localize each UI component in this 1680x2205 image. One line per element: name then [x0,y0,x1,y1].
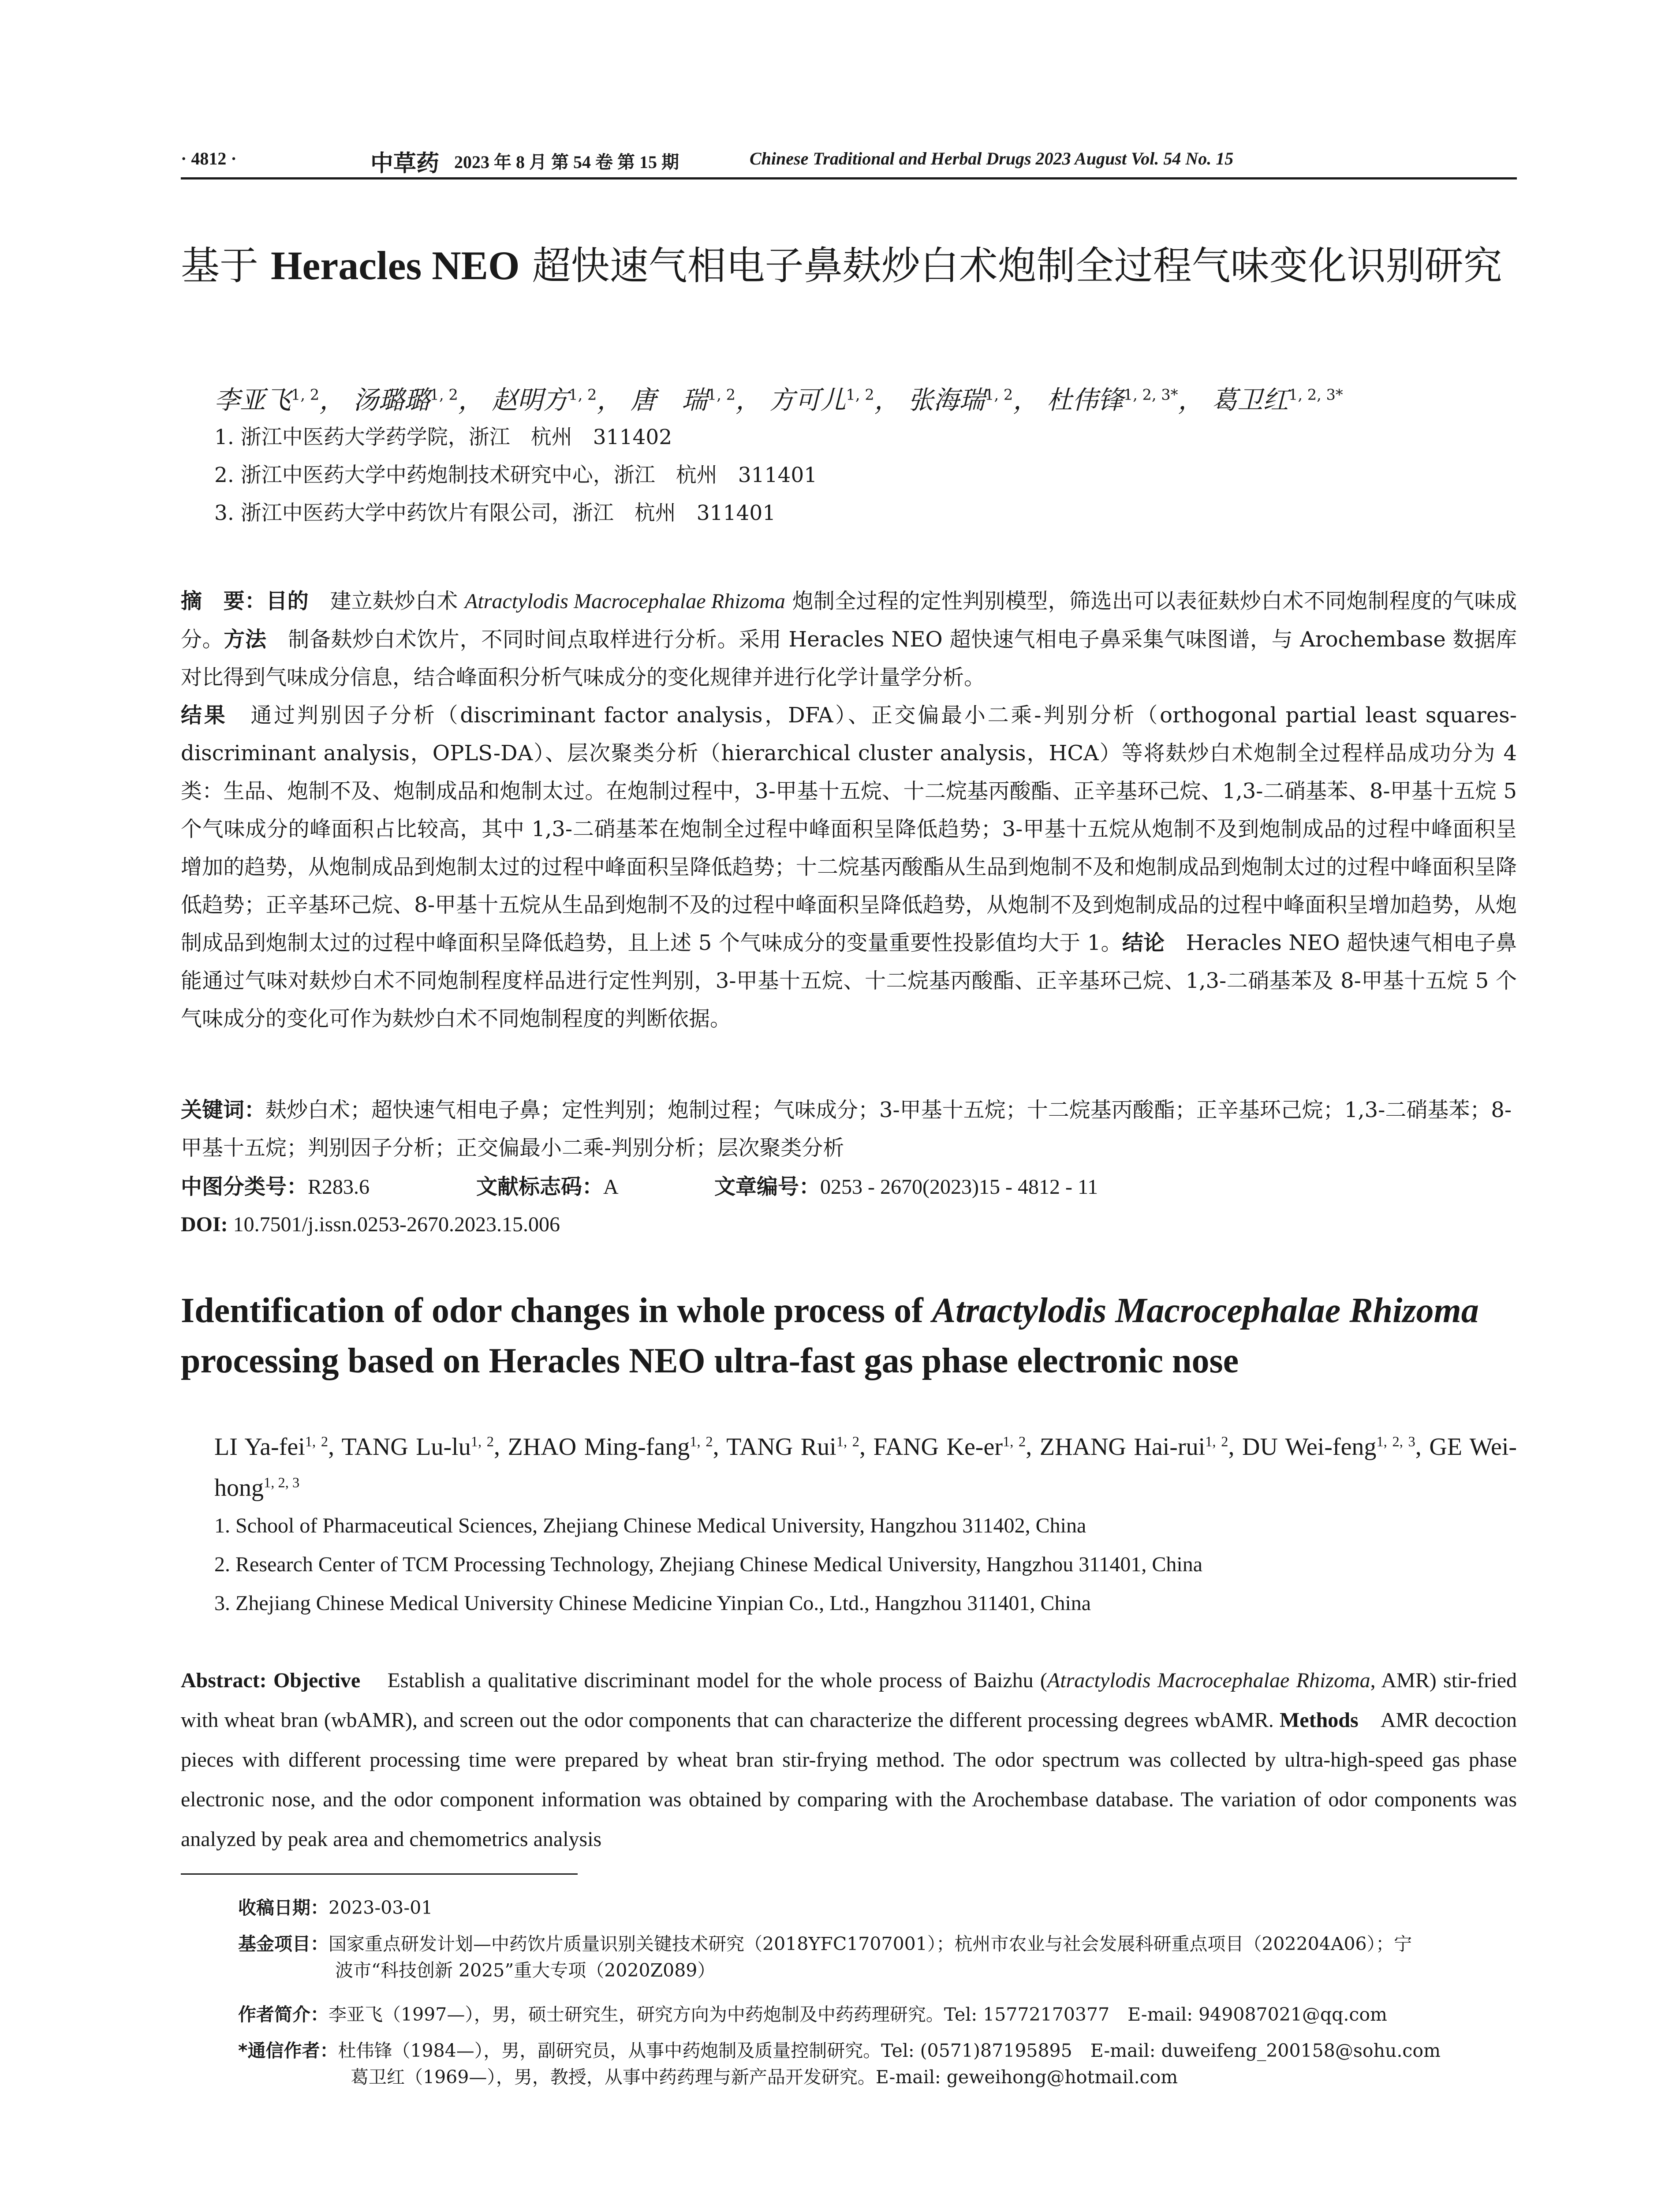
affiliation-en-2: 2. Research Center of TCM Processing Technology, Zhejiang Chinese Medical University, Hangzhou 311401, China [214,1553,1203,1576]
journal-name-cn: 中草药 [370,150,440,177]
author-en: TANG Lu-lu$^{1, 2}$ [341,1433,494,1461]
authors-en: LI Ya-fei$^{1, 2}$, TANG Lu-lu$^{1, 2}$, ZHAO Ming-fang$^{1, 2}$, TANG Rui$^{1, 2}$, FANG Ke-er$^{1, 2}$, ZHANG Hai-rui$^{1, 2}$, DU Wei-feng$^{1, 2, 3}$, GE Wei-hong$^{1, 2, 3}$ [214,1433,1517,1502]
title-cn-pre: 基于 [181,243,271,288]
title-cn-post: 超快速气相电子鼻麸炒白术炮制全过程气味变化识别研究 [519,243,1502,288]
conclusion-label-cn: 结论 [1122,931,1165,955]
author-en: ZHAO Ming-fang$^{1, 2}$ [508,1433,713,1461]
footnote-divider [181,1873,578,1875]
title-en: Identification of odor changes in whole process of Atractylodis Macrocephalae Rhizoma processing based on Heracles NEO ultra-fast gas phase electronic nose [181,1291,1479,1380]
author-cn: 李亚飞$^{1, 2}$ [214,385,320,415]
author-en: LI Ya-fei$^{1, 2}$ [214,1433,329,1461]
abstract-cn: 摘 要：目的 建立麸炒白术 Atractylodis Macrocephalae Rhizoma 炮制全过程的定性判别模型，筛选出可以表征麸炒白术不同炮制程度的气味成分。方法 制备麸炒白术饮片，不同时间点取样进行分析。采用 Heracles NEO 超快速气相电子鼻采集气味图谱，与 Arochembase 数据库对比得到气味成分信息，结合峰面积分析气味成分的变化规律并进行化学计量学分析。 结果 通过判别因子分析（discriminant factor analysis，DFA）、正交偏最小二乘-判别分析（orthogonal partial least squares-discriminant analysis，OPLS-DA）、层次聚类分析（hierarchical cluster analysis，HCA）等将麸炒白术炮制全过程样品成功分为 4 类：生品、炮制不及、炮制成品和炮制太过。在炮制过程中，3-甲基十五烷、十二烷基丙酸酯、正辛基环己烷、1,3-二硝基苯、8-甲基十五烷 5 个气味成分的峰面积占比较高，其中 1,3-二硝基苯在炮制全过程中峰面积呈降低趋势；3-甲基十五烷从炮制不及到炮制成品的过程中峰面积呈增加的趋势，从炮制成品到炮制太过的过程中峰面积呈降低趋势；十二烷基丙酸酯从生品到炮制不及和炮制成品到炮制太过的过程中峰面积呈降低趋势；正辛基环己烷、8-甲基十五烷从生品到炮制不及的过程中峰面积呈降低趋势，从炮制不及到炮制成品的过程中峰面积呈增加趋势，从炮制成品到炮制太过的过程中峰面积呈降低趋势，且上述 5 个气味成分的变量重要性投影值均大于 1。结论 Heracles NEO 超快速气相电子鼻能通过气味对麸炒白术不同炮制程度样品进行定性判别，3-甲基十五烷、十二烷基丙酸酯、正辛基环己烷、1,3-二硝基苯及 8-甲基十五烷 5 个气味成分的变化可作为麸炒白术不同炮制程度的判断依据。 [181,589,1517,1031]
author-cn: 赵明方$^{1, 2}$ [492,385,597,415]
objective-label-cn: 目的 [266,589,309,613]
journal-info-en: Chinese Traditional and Herbal Drugs 2023 August Vol. 54 No. 15 [750,149,1234,168]
author-cn: 唐 瑞$^{1, 2}$ [630,385,736,415]
results-label-cn: 结果 [181,703,228,728]
author-cn: 张海瑞$^{1, 2}$ [908,385,1013,415]
affiliation-cn-3: 3. 浙江中医药大学中药饮片有限公司，浙江 杭州 311401 [214,501,776,525]
author-cn: 葛卫红$^{1, 2, 3*}$ [1211,385,1343,415]
footnote-corresponding: *通信作者：杜伟锋（1984—），男，副研究员，从事中药炮制及质量控制研究。Tel: (0571)87195895 E-mail: duweifeng_200158@sohu.com 葛卫红（1969—），男，教授，从事中药药理与新产品开发研究。E-mail: geweihong@hotmail.com [238,2040,1441,2088]
methods-label-cn: 方法 [224,627,267,652]
running-header [181,142,1517,179]
doi: DOI: 10.7501/j.issn.0253-2670.2023.15.006 [181,1213,560,1236]
author-en: ZHANG Hai-rui$^{1, 2}$ [1039,1433,1228,1461]
journal-page [181,0,1517,2205]
classification: 中图分类号：R283.6 文献标志码：A 文章编号：0253 - 2670(2023)15 - 4812 - 11 [181,1174,1098,1199]
author-en: GE Wei-hong$^{1, 2, 3}$ [214,1433,1517,1502]
title-cn [181,238,1517,293]
issue-info-cn: 2023 年 8 月 第 54 卷 第 15 期 [454,152,679,172]
affiliation-en-3: 3. Zhejiang Chinese Medical University Chinese Medicine Yinpian Co., Ltd., Hangzhou 311401, China [214,1592,1091,1615]
abstract-cn-label: 摘 要： [181,589,266,613]
author-en: DU Wei-feng$^{1, 2, 3}$ [1242,1433,1415,1461]
page-number: · 4812 · [181,149,237,168]
author-cn: 方可儿$^{1, 2}$ [769,385,874,415]
affiliation-cn-2: 2. 浙江中医药大学中药炮制技术研究中心，浙江 杭州 311401 [214,463,818,487]
footnote-fund: 基金项目：国家重点研发计划—中药饮片质量识别关键技术研究（2018YFC1707001）；杭州市农业与社会发展科研重点项目（202204A06）；宁 波市“科技创新 2025”重大专项（2020Z089） [238,1933,1412,1981]
footnote-received: 收稿日期：2023-03-01 [238,1897,433,1918]
author-cn: 汤璐璐$^{1, 2}$ [353,385,458,415]
author-cn: 杜伟锋$^{1, 2, 3*}$ [1046,385,1178,415]
title-cn-latin: Heracles NEO [270,243,520,288]
affiliation-cn-1: 1. 浙江中医药大学药学院，浙江 杭州 311402 [214,425,672,449]
abstract-en: Abstract: Objective Establish a qualitative discriminant model for the whole process of Baizhu (Atractylodis Macrocephalae Rhizoma, AMR) stir-fried with wheat bran (wbAMR), and screen out the odor components that can characterize the different processing degrees wbAMR. Methods AMR decoction pieces with different processing time were prepared by wheat bran stir-frying method. The odor spectrum was collected by ultra-high-speed gas phase electronic nose, and the odor component information was obtained by comparing with the Arochembase database. The variation of odor components was analyzed by peak area and chemometrics analysis [181,1669,1517,1851]
keywords-cn: 关键词：麸炒白术；超快速气相电子鼻；定性判别；炮制过程；气味成分；3-甲基十五烷；十二烷基丙酸酯；正辛基环己烷；1,3-二硝基苯；8-甲基十五烷；判别因子分析；正交偏最小二乘-判别分析；层次聚类分析 [181,1098,1512,1160]
authors-cn: 李亚飞$^{1, 2}$， 汤璐璐$^{1, 2}$， 赵明方$^{1, 2}$， 唐 瑞$^{1, 2}$， 方可儿$^{1, 2}$， 张海瑞$^{1, 2}$， 杜伟锋$^{1, 2, 3*}$， 葛卫红$^{1, 2, 3*}$ [214,385,1343,415]
author-en: TANG Rui$^{1, 2}$ [726,1433,860,1461]
affiliation-en-1: 1. School of Pharmaceutical Sciences, Zhejiang Chinese Medical University, Hangzhou 311402, China [214,1514,1086,1537]
author-en: FANG Ke-er$^{1, 2}$ [873,1433,1026,1461]
footnote-author: 作者简介：李亚飞（1997—），男，硕士研究生，研究方向为中药炮制及中药药理研究。Tel: 15772170377 E-mail: 949087021@qq.com [238,2004,1387,2025]
